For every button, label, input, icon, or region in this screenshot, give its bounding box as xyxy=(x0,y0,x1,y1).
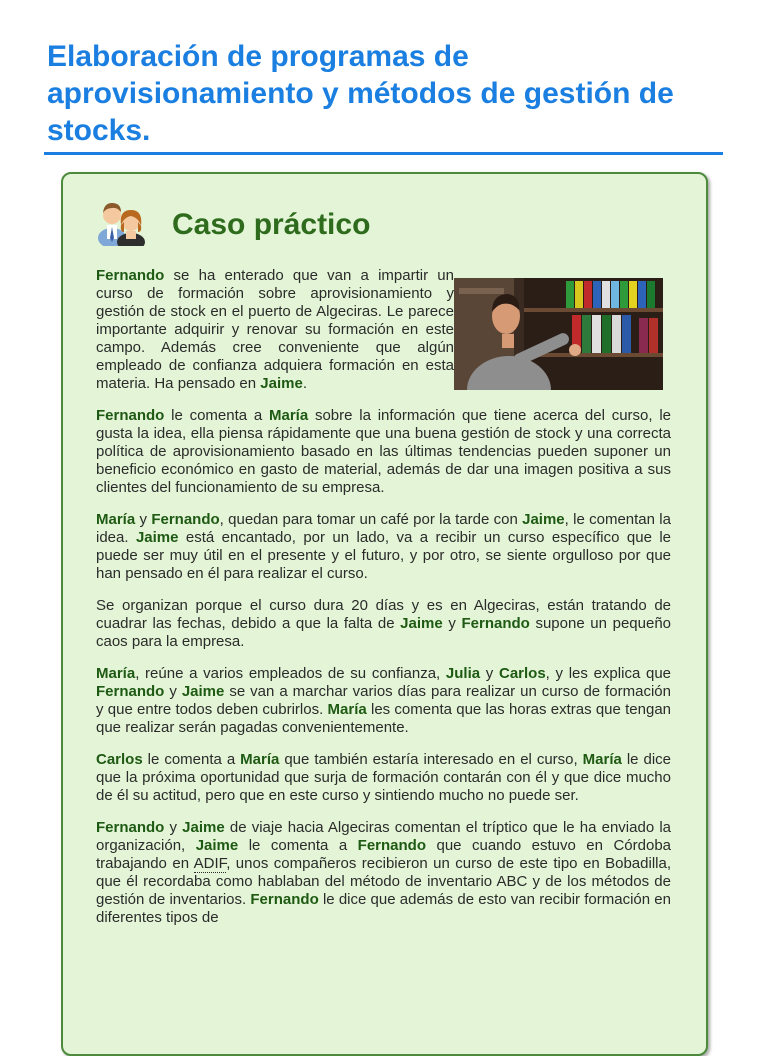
person-name: Jaime xyxy=(182,819,225,836)
case-heading: Caso práctico xyxy=(172,208,371,241)
paragraph-text: y xyxy=(480,665,499,682)
person-name: Fernando xyxy=(96,267,165,284)
person-name: Fernando xyxy=(151,511,220,528)
person-name: Fernando xyxy=(96,407,165,424)
adif-link[interactable]: ADIF xyxy=(193,855,227,872)
paragraph-text: . xyxy=(302,375,307,392)
paragraph-text: que también estaría interesado en el curso, xyxy=(279,751,583,768)
person-name: Jaime xyxy=(181,683,225,700)
case-paragraph xyxy=(96,597,671,651)
person-name: María xyxy=(96,511,136,528)
paragraph-text: Se organizan porque el curso dura 20 días y es en Algeciras, están tratando de cuadrar las fechas, debido a que la falta de xyxy=(96,597,671,632)
paragraph-text: y xyxy=(164,819,183,836)
paragraph-text: le dice que la próxima oportunidad que surja de formación contarán con él y que dice mucho de él su actitud, pero que en este curso y sintiendo mucho no puede ser. xyxy=(96,751,672,804)
case-paragraph xyxy=(96,511,671,583)
person-name: Julia xyxy=(445,665,481,682)
paragraph-text: le comenta a xyxy=(142,751,241,768)
paragraph-text: que cuando estuvo en Córdoba trabajando en xyxy=(96,837,672,872)
case-paragraph xyxy=(96,751,671,805)
person-name: Fernando xyxy=(96,683,165,700)
paragraph-text: se ha enterado que van a impartir un curso de formación sobre aprovisionamiento y gestión de stock en el puerto de Algeciras. Le parece importante adquirir y renovar su formación en este campo. Además cree conveniente que algún empleado de confianza adquiera formación en esta materia. Ha pensado en xyxy=(96,267,454,392)
paragraph-text: le comenta a xyxy=(164,407,269,424)
paragraph-text: le dice que además de esto van recibir formación en diferentes tipos de xyxy=(96,891,671,926)
person-name: Fernando xyxy=(357,837,427,854)
paragraph-text: supone un pequeño caos para la empresa. xyxy=(96,615,672,650)
person-name: Jaime xyxy=(135,529,179,546)
paragraph-text: les comenta que las horas extras que tengan que realizar serán pagadas convenientemente. xyxy=(96,701,671,736)
photo-spacer xyxy=(454,267,671,395)
case-paragraph xyxy=(96,819,671,927)
paragraph-text: , le comentan la idea. xyxy=(96,511,671,546)
paragraph-text: , unos compañeros recibieron un curso de este tipo en Bobadilla, que él recordaba como hablaban del método de inventario ABC y de los métodos de gestión de inventarios. xyxy=(96,855,671,908)
person-name: Jaime xyxy=(400,615,443,632)
person-name: Jaime xyxy=(522,511,565,528)
paragraph-text: , y les explica que xyxy=(545,665,672,682)
paragraph-text: y xyxy=(135,511,152,528)
title-underline xyxy=(44,152,723,155)
person-name: Jaime xyxy=(195,837,239,854)
person-name: Carlos xyxy=(498,665,546,682)
paragraph-text: está encantado, por un lado, va a recibir un curso específico que le puede ser muy útil en el presente y el futuro, y por otro, se siente orgulloso por que han pensado en él para realizar el curso. xyxy=(96,529,671,582)
people-icon xyxy=(95,198,151,246)
person-name: María xyxy=(582,751,622,768)
paragraph-text: , reúne a varios empleados de su confianza, xyxy=(135,665,446,682)
paragraph-text: , quedan para tomar un café por la tarde con xyxy=(219,511,523,528)
person-name: Jaime xyxy=(260,375,303,392)
person-name: María xyxy=(327,701,367,718)
person-name: María xyxy=(96,665,136,682)
person-name: Fernando xyxy=(461,615,530,632)
paragraph-text: de viaje hacia Algeciras comentan el tríptico que le ha enviado la organización, xyxy=(96,819,671,854)
case-paragraph xyxy=(96,407,671,497)
case-body xyxy=(96,267,671,941)
person-name: María xyxy=(269,407,309,424)
paragraph-text: y xyxy=(164,683,182,700)
person-name: Carlos xyxy=(96,751,143,768)
paragraph-text: sobre la información que tiene acerca del curso, le gusta la idea, ella piensa rápidamente que una buena gestión de stock y una correcta política de aprovisionamiento basado en las últimas tendencias pueden suponer un beneficio económico en gasto de material, además de dar una imagen positiva a sus clientes del funcionamiento de su empresa. xyxy=(96,407,672,496)
paragraph-text: se van a marchar varios días para realizar un curso de formación y que entre todos deben cubrirlos. xyxy=(96,683,671,718)
paragraph-text: le comenta a xyxy=(238,837,358,854)
paragraph-text: y xyxy=(442,615,462,632)
person-name: María xyxy=(240,751,280,768)
document-title: Elaboración de programas de aprovisionamiento y métodos de gestión de stocks. xyxy=(47,40,674,147)
person-name: Fernando xyxy=(96,819,165,836)
person-name: Fernando xyxy=(250,891,319,908)
case-paragraph xyxy=(96,665,671,737)
